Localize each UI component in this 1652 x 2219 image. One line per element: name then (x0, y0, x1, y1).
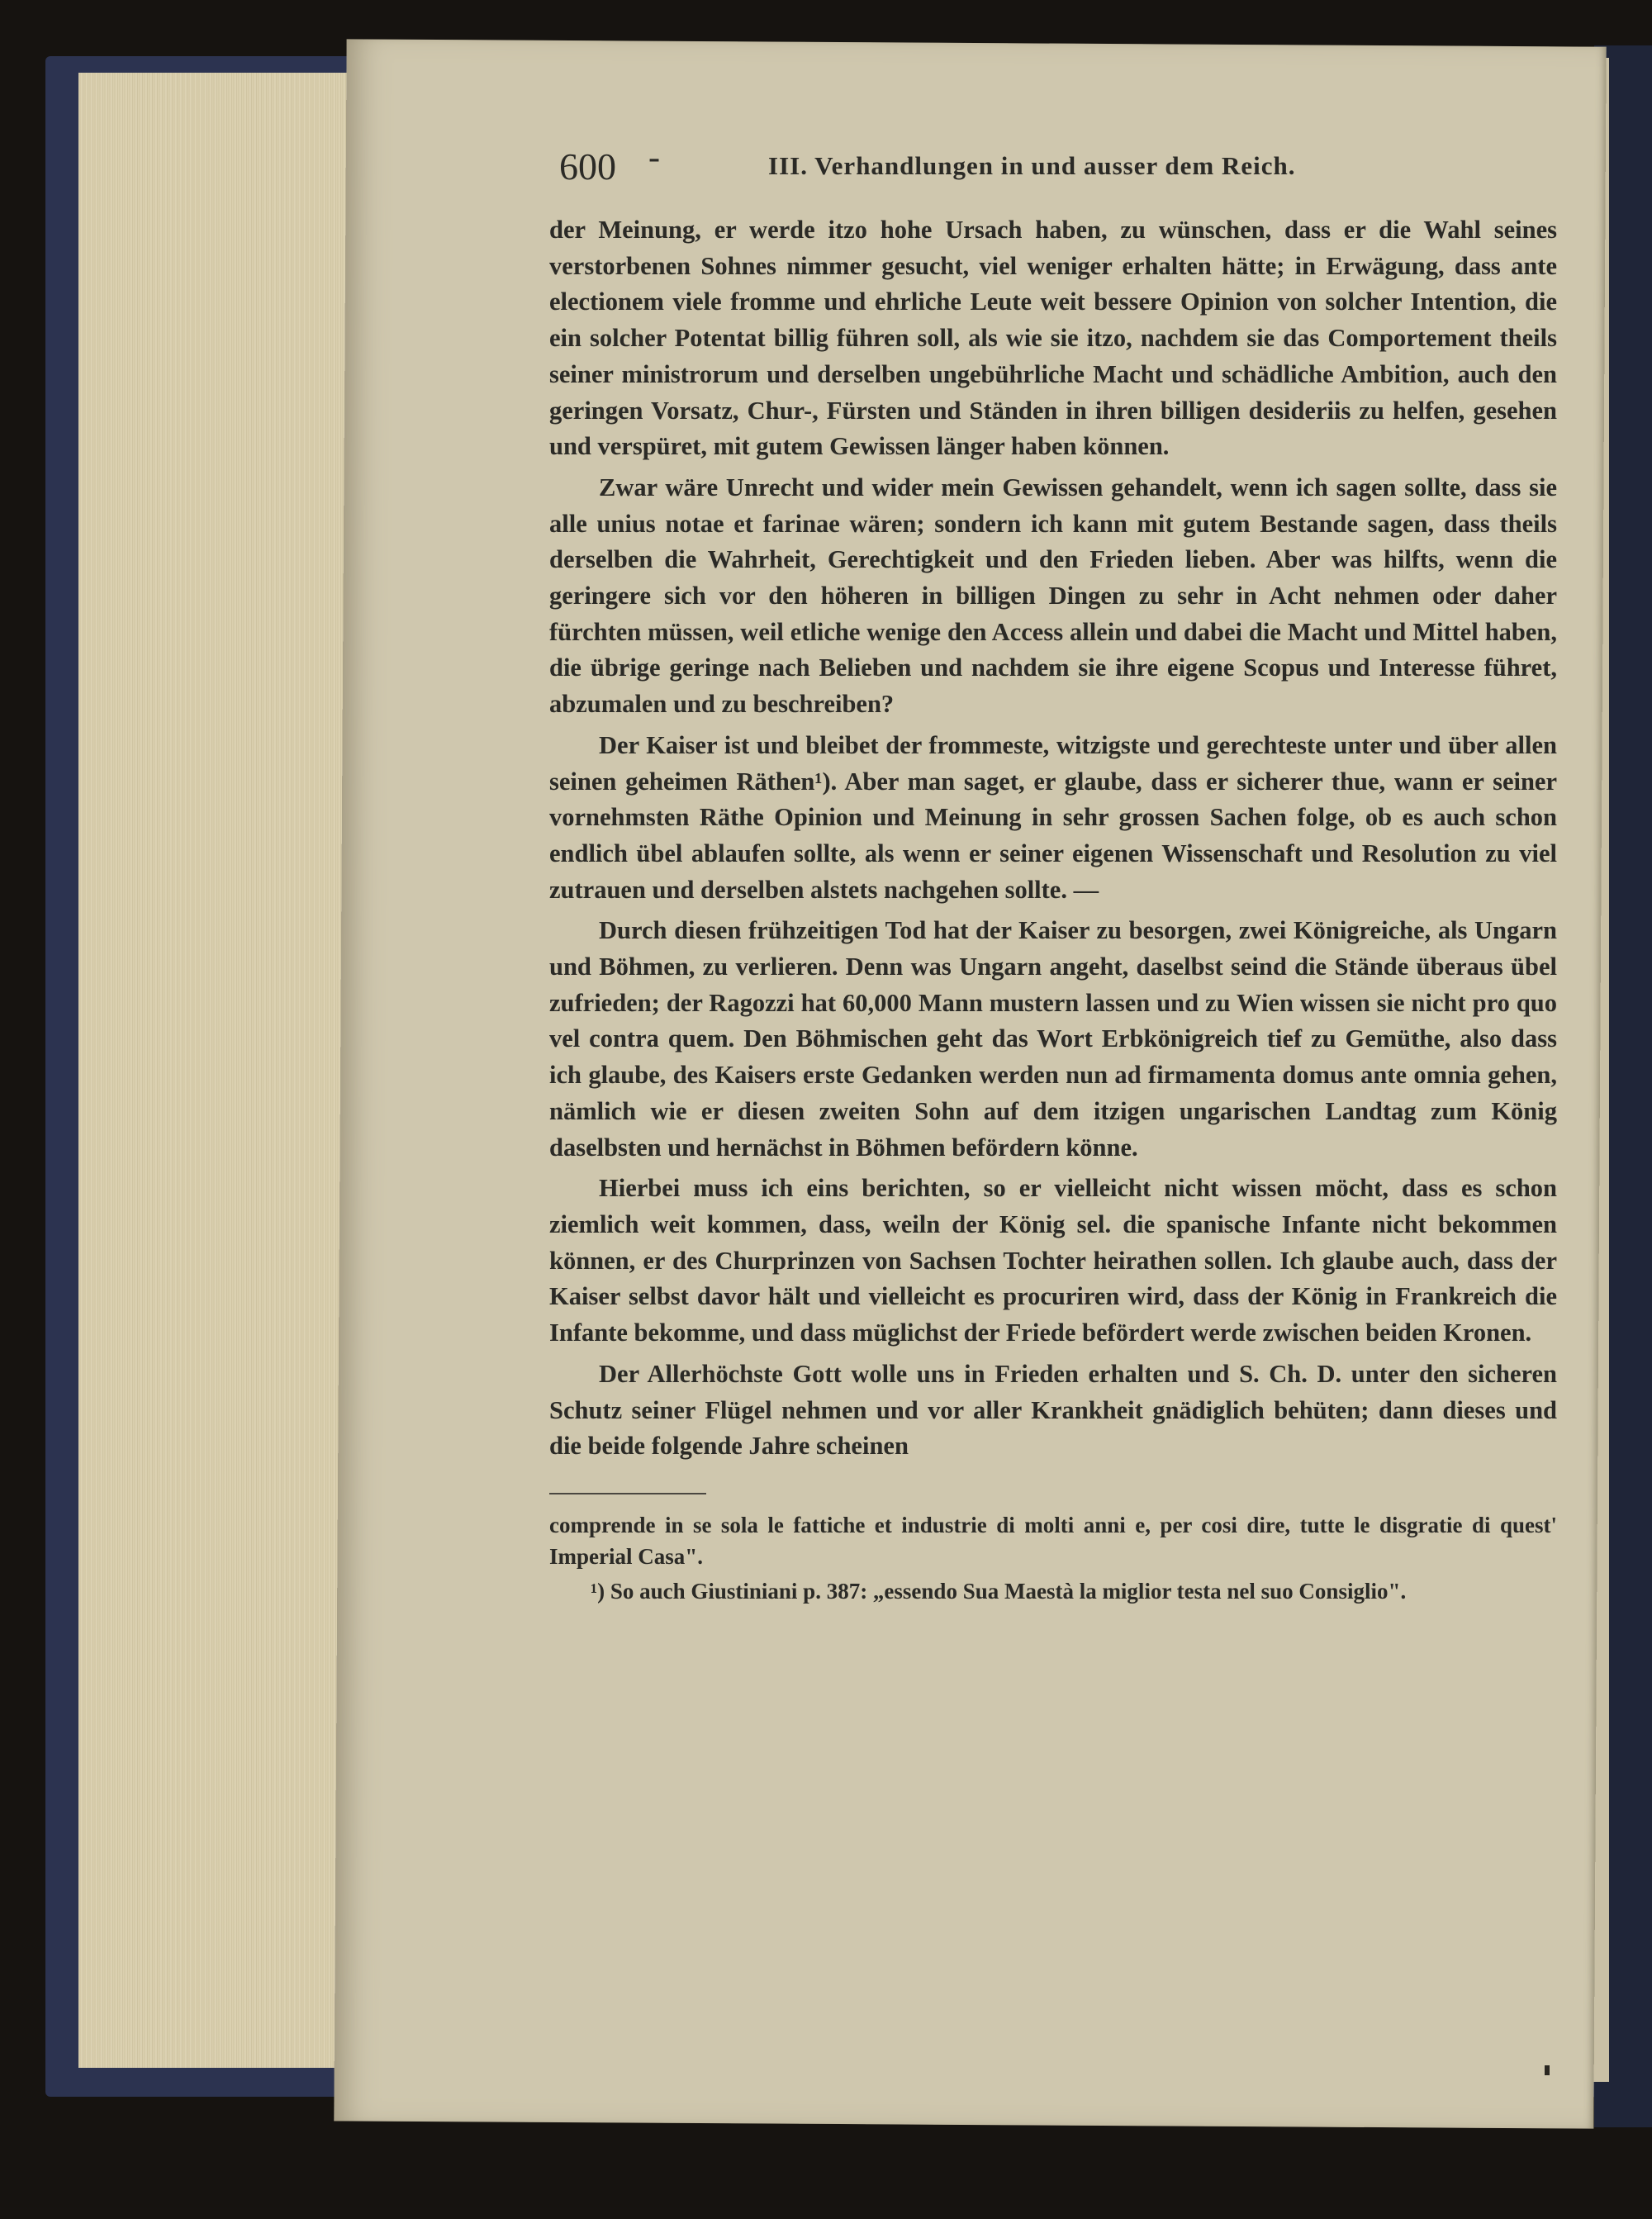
footnotes (549, 1509, 1557, 1607)
paragraph: Hierbei muss ich eins berichten, so er vielleicht nicht wissen möcht, dass es schon ziemlich weit kommen, dass, weiln der König sel. die spanische Infante nicht bekommen können, er des Churprinzen von Sachsen Tochter heirathen sollen. Ich glaube auch, dass der Kaiser selbst davor hält und vielleicht es procuriren wird, dass der König in Frankreich die Infante bekomme, und dass müglichst der Friede befördert werde zwischen beiden Kronen. (549, 1174, 1557, 1347)
footnote: comprende in se sola le fattiche et industrie di molti anni e, per cosi dire, tutte le disgratie di quest' Imperial Casa". (549, 1512, 1557, 1569)
page-text (549, 139, 1557, 1610)
page-edges (78, 73, 373, 2068)
paragraph: Der Kaiser ist und bleibet der frommeste, witzigste und gerechteste unter und über allen seinen geheimen Räthen¹). Aber man saget, er glaube, dass er sicherer thue, wann er seiner vornehmsten Räthe Opinion und Meinung in sehr grossen Sachen folge, ob es auch schon endlich übel ablaufen sollte, als wenn er seiner eigenen Wissenschaft und Resolution zu viel zutrauen und derselben alstets nachgehen sollte. — (549, 730, 1557, 904)
running-title: III. Verhandlungen in und ausser dem Reich. (768, 151, 1296, 180)
paragraph: Zwar wäre Unrecht und wider mein Gewissen gehandelt, wenn ich sagen sollte, dass sie alle unius notae et farinae wären; sondern ich kann mit gutem Bestande sagen, dass theils derselben die Wahrheit, Gerechtigkeit und den Frieden lieben. Aber was hilfts, wenn die geringere sich vor den höheren in billigen Dingen zu sehr in Acht nehmen oder daher fürchten müssen, weil etliche wenige den Access allein und dabei die Macht und Mittel haben, die übrige geringe nach Belieben und nachdem sie ihre eigene Scopus und Interesse führet, abzumalen und zu beschreiben? (549, 473, 1557, 719)
footnote: ¹) So auch Giustiniani p. 387: „essendo Sua Maestà la miglior testa nel suo Consiglio". (591, 1578, 1407, 1604)
footnote-rule (549, 1493, 706, 1494)
header-separator: - (648, 139, 660, 177)
paragraph: der Meinung, er werde itzo hohe Ursach haben, zu wünschen, dass er die Wahl seines verstorbenen Sohnes nimmer gesucht, viel weniger erhalten hätte; in Erwägung, dass ante electionem viele fromme und ehrliche Leute weit bessere Opinion von solcher Intention, die ein solcher Potentat billig führen soll, als wie sie itzo, nachdem sie das Comportement theils seiner ministrorum und derselben ungebührliche Macht und schädliche Ambition, auch den geringen Vorsatz, Chur-, Fürsten und Ständen in ihren billigen desideriis zu helfen, gesehen und verspüret, mit gutem Gewissen länger haben können. (549, 216, 1557, 461)
page-speck (1545, 2065, 1550, 2075)
running-header (549, 139, 1557, 194)
page-number: 600 (559, 145, 616, 188)
paragraph: Der Allerhöchste Gott wolle uns in Frieden erhalten und S. Ch. D. unter den sicheren Schutz seiner Flügel nehmen und vor aller Krankheit gnädiglich behüten; dann dieses und die beide folgende Jahre scheinen (549, 1359, 1557, 1461)
body-text (549, 212, 1557, 1465)
paragraph: Durch diesen frühzeitigen Tod hat der Kaiser zu besorgen, zwei Königreiche, als Ungarn und Böhmen, zu verlieren. Denn was Ungarn angeht, daselbst seind die Stände überaus übel zufrieden; der Ragozzi hat 60,000 Mann mustern lassen und zu Wien wissen sie nicht pro quo vel contra quem. Den Böhmischen geht das Wort Erbkönigreich tief zu Gemüthe, also dass ich glaube, des Kaisers erste Gedanken werden nun ad firmamenta domus ante omnia gehen, nämlich wie er diesen zweiten Sohn auf dem itzigen ungarischen Landtag zum König daselbsten und hernächst in Böhmen befördern könne. (549, 916, 1557, 1162)
